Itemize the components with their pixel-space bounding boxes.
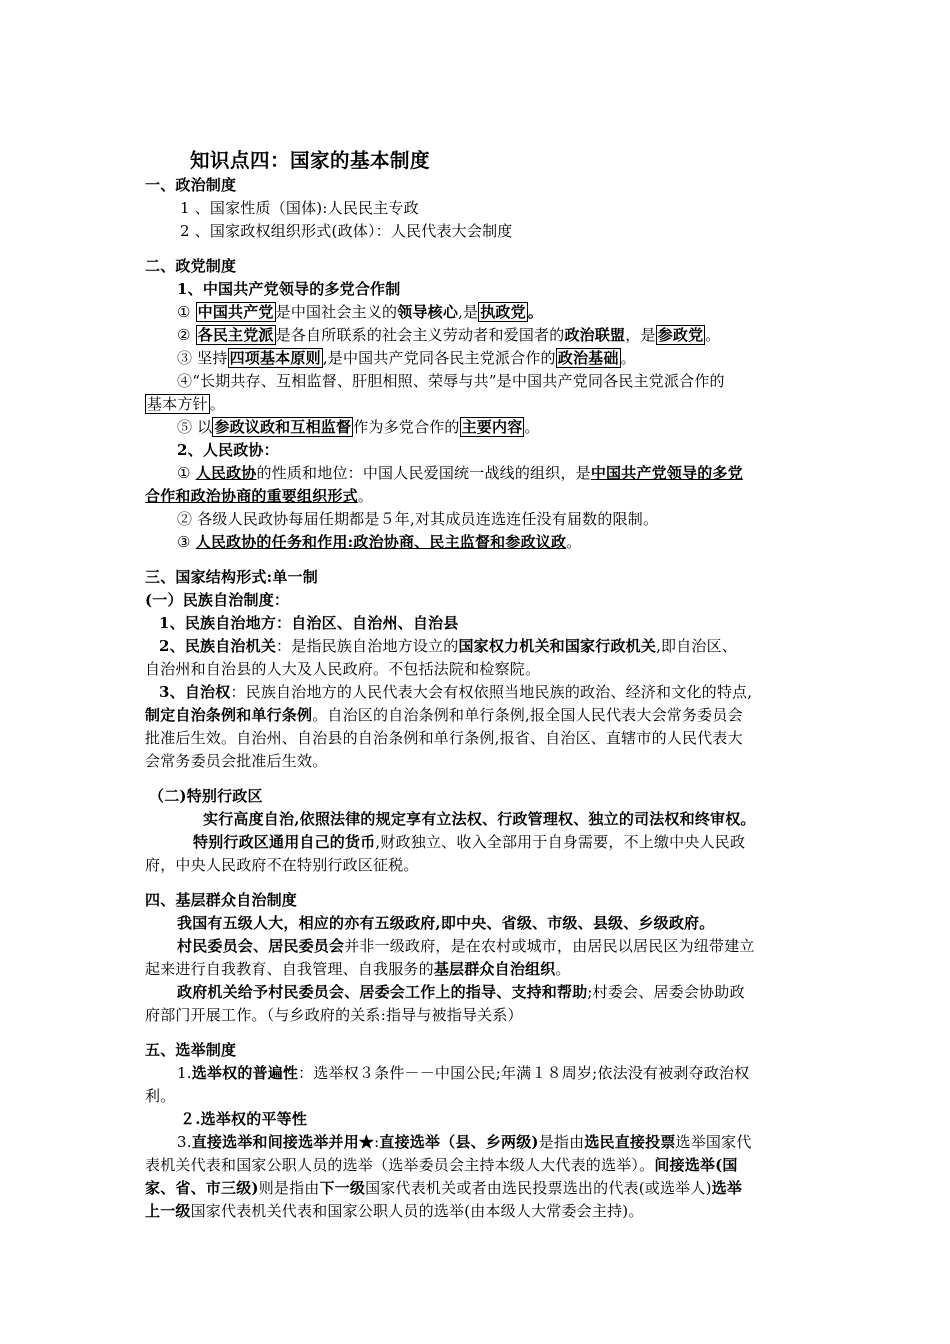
subsection-heading: （二)特别行政区 (149, 787, 263, 805)
text-run: ,是中国共产党同各民主党派合作的 (322, 349, 556, 367)
paragraph (145, 416, 810, 439)
text-run: ⑤ 以 (177, 418, 213, 436)
paragraph (145, 681, 810, 704)
text-run: 。 (524, 418, 540, 436)
paragraph (145, 935, 810, 958)
text-run: 是指由 (538, 1133, 585, 1151)
bold-term: 国家权力机关和国家行政机关 (458, 637, 657, 655)
bold-term: 上一级 (145, 1202, 191, 1220)
text-run: ;村委会、居委会协助政 (587, 983, 745, 1001)
text-run: 表机关代表和国家公职人员的选举（选举委员会主持本级人大代表的选举）。 (145, 1156, 655, 1174)
underlined-term: 中国共产党领导的多党 (590, 464, 743, 482)
paragraph: 1 、国家性质（国体):人民民主专政 (180, 199, 419, 217)
paragraph (145, 958, 810, 981)
text-run: 。 (566, 533, 582, 551)
bold-term: 直接选举和间接选举并用★ (191, 1133, 375, 1151)
paragraph (145, 704, 810, 727)
paragraph (145, 301, 810, 324)
boxed-term: 各民主党派 (197, 326, 274, 344)
bold-term: 下一级 (319, 1179, 366, 1197)
text-run: 。 (527, 303, 544, 321)
paragraph: 批准后生效。自治州、自治县的自治条例和单行条例,报省、自治区、直辖市的人民代表大 (145, 729, 743, 747)
bold-term: 选民直接投票 (584, 1133, 676, 1151)
text-run: ③ 坚持 (177, 349, 228, 367)
paragraph: ② 各级人民政协每届任期都是５年,对其成员连选连任没有届数的限制。 (177, 510, 659, 528)
paragraph: 2 、国家政权组织形式(政体）：人民代表大会制度 (180, 222, 513, 240)
text-run: ：民族自治地方的人民代表大会有权依照当地民族的政治、经济和文化的特点, (230, 683, 753, 701)
section-heading: 四、基层群众自治制度 (145, 891, 298, 909)
paragraph (145, 347, 810, 370)
paragraph (145, 981, 810, 1004)
text-run: 。 (555, 960, 571, 978)
paragraph (145, 485, 810, 508)
boxed-term: 政治基础 (557, 349, 619, 367)
text-run: 是各自所联系的社会主义劳动者和爱国者的 (275, 326, 565, 344)
text-run: ① (177, 464, 191, 482)
text-run: 则是指由 (258, 1179, 320, 1197)
bold-term: 制定自治条例和单行条例 (145, 706, 313, 724)
text-run: 。自治区的自治条例和单行条例,报全国人民代表大会常务委员会 (312, 706, 743, 724)
paragraph: 自治州和自治县的人大及人民政府。不包括法院和检察院。 (145, 660, 541, 678)
text-run: 作为多党合作的 (353, 418, 460, 436)
paragraph: 府，中央人民政府不在特别行政区征税。 (145, 856, 419, 874)
bold-term: 2、民族自治机关 (159, 637, 277, 655)
section-heading: 五、选举制度 (145, 1041, 237, 1059)
boxed-term: 中国共产党 (197, 303, 274, 321)
text-run: 。 (357, 487, 374, 505)
bold-term: 选举权的普遍性 (191, 1064, 299, 1082)
bold-term: 村民委员会、居民委员会 (177, 937, 345, 955)
document-body (145, 148, 810, 1223)
text-run: ：是指民族自治地方设立的 (276, 637, 459, 655)
paragraph: 1、民族自治地方：自治区、自治州、自治县 (159, 614, 459, 632)
text-run: 选举国家代 (675, 1133, 752, 1151)
subsection-heading: 2、人民政协： (177, 441, 279, 459)
text-run: 并非一级政府，是在农村或城市，由居民以居民区为纽带建立 (344, 937, 755, 955)
bold-term: 政府机关给予村民委员会、居委会工作上的指导、支持和帮助 (177, 983, 588, 1001)
bold-term: 间接选举(国 (654, 1156, 738, 1174)
bold-term: 直接选举（县、乡两级) (379, 1133, 539, 1151)
section-heading: 二、政党制度 (145, 257, 237, 275)
paragraph (145, 531, 810, 554)
paragraph: 利。 (145, 1087, 176, 1105)
bold-term: 3、自治权 (159, 683, 231, 701)
paragraph: 实行高度自治,依照法律的规定享有立法权、行政管理权、独立的司法权和终审权。 (203, 810, 756, 828)
boxed-term: 主要内容 (461, 418, 523, 436)
text-run: ② (177, 326, 191, 344)
paragraph (145, 324, 810, 347)
paragraph (145, 635, 810, 658)
bold-term: 家、省、市三级) (145, 1179, 259, 1197)
underlined-term: 人民政协 (195, 464, 257, 482)
bold-term: 领导核心 (397, 303, 459, 321)
paragraph (145, 831, 810, 854)
section-heading: 三、国家结构形式:单一制 (145, 568, 318, 586)
boxed-term: 四项基本原则 (229, 349, 321, 367)
paragraph (145, 1177, 810, 1200)
text-run: 的性质和地位：中国人民爱国统一战线的组织，是 (256, 464, 591, 482)
text-run: 起来进行自我教育、自我管理、自我服务的 (145, 960, 434, 978)
text-run: ,是 (458, 303, 479, 321)
text-run: ,财政独立、收入全部用于自身需要，不上缴中央人民政 (375, 833, 746, 851)
text-run: ,即自治区、 (656, 637, 738, 655)
text-run: ① (177, 303, 191, 321)
paragraph (145, 1200, 810, 1223)
boxed-term: 参政党 (657, 326, 704, 344)
paragraph: ２.选举权的平等性 (180, 1110, 308, 1128)
text-run: : (374, 1133, 380, 1151)
section-heading: 一、政治制度 (145, 176, 237, 194)
underlined-term: 人民政协的任务和作用:政治协商、民主监督和参政议政 (195, 533, 567, 551)
boxed-term: 基本方针 (147, 395, 208, 413)
paragraph (145, 462, 810, 485)
paragraph (145, 393, 810, 416)
bold-term: 政治联盟 (564, 326, 626, 344)
page-title: 知识点四：国家的基本制度 (190, 149, 431, 172)
subsection-heading: (一）民族自治制度： (145, 591, 290, 609)
text-run: ③ (177, 533, 191, 551)
paragraph (145, 1062, 810, 1085)
paragraph: 我国有五级人大，相应的亦有五级政府,即中央、省级、市级、县级、乡级政府。 (177, 914, 715, 932)
text-run: 1. (177, 1064, 192, 1082)
text-run: ，是 (625, 326, 656, 344)
bold-term: 选举 (711, 1179, 743, 1197)
text-run: 3. (177, 1133, 192, 1151)
bold-term: 基层群众自治组织 (433, 960, 556, 978)
text-run: 。 (620, 349, 636, 367)
paragraph (145, 1154, 810, 1177)
text-run: 是中国社会主义的 (275, 303, 398, 321)
text-run: 国家代表机关代表和国家公职人员的选举(由本级人大常委会主持)。 (190, 1202, 644, 1220)
text-run: 。 (209, 395, 226, 413)
boxed-term: 执政党 (480, 303, 526, 321)
text-run: 国家代表机关或者由选民投票选出的代表(或选举人) (365, 1179, 712, 1197)
paragraph (145, 1131, 810, 1154)
paragraph: 府部门开展工作。（与乡政府的关系:指导与被指导关系） (145, 1006, 523, 1024)
subsection-heading: 1、中国共产党领导的多党合作制 (177, 280, 401, 298)
underlined-term: 合作和政治协商的重要组织形式 (145, 487, 358, 505)
boxed-term: 参政议政和互相监督 (214, 418, 352, 436)
paragraph: ④“长期共存、互相监督、肝胆相照、荣辱与共”是中国共产党同各民主党派合作的 (177, 372, 725, 390)
text-run: ：选举权３条件－－中国公民;年满１８周岁;依法没有被剥夺政治权 (298, 1064, 750, 1082)
bold-term: 特别行政区通用自己的货币 (193, 833, 376, 851)
text-run: 。 (705, 326, 721, 344)
paragraph: 会常务委员会批准后生效。 (145, 752, 328, 770)
